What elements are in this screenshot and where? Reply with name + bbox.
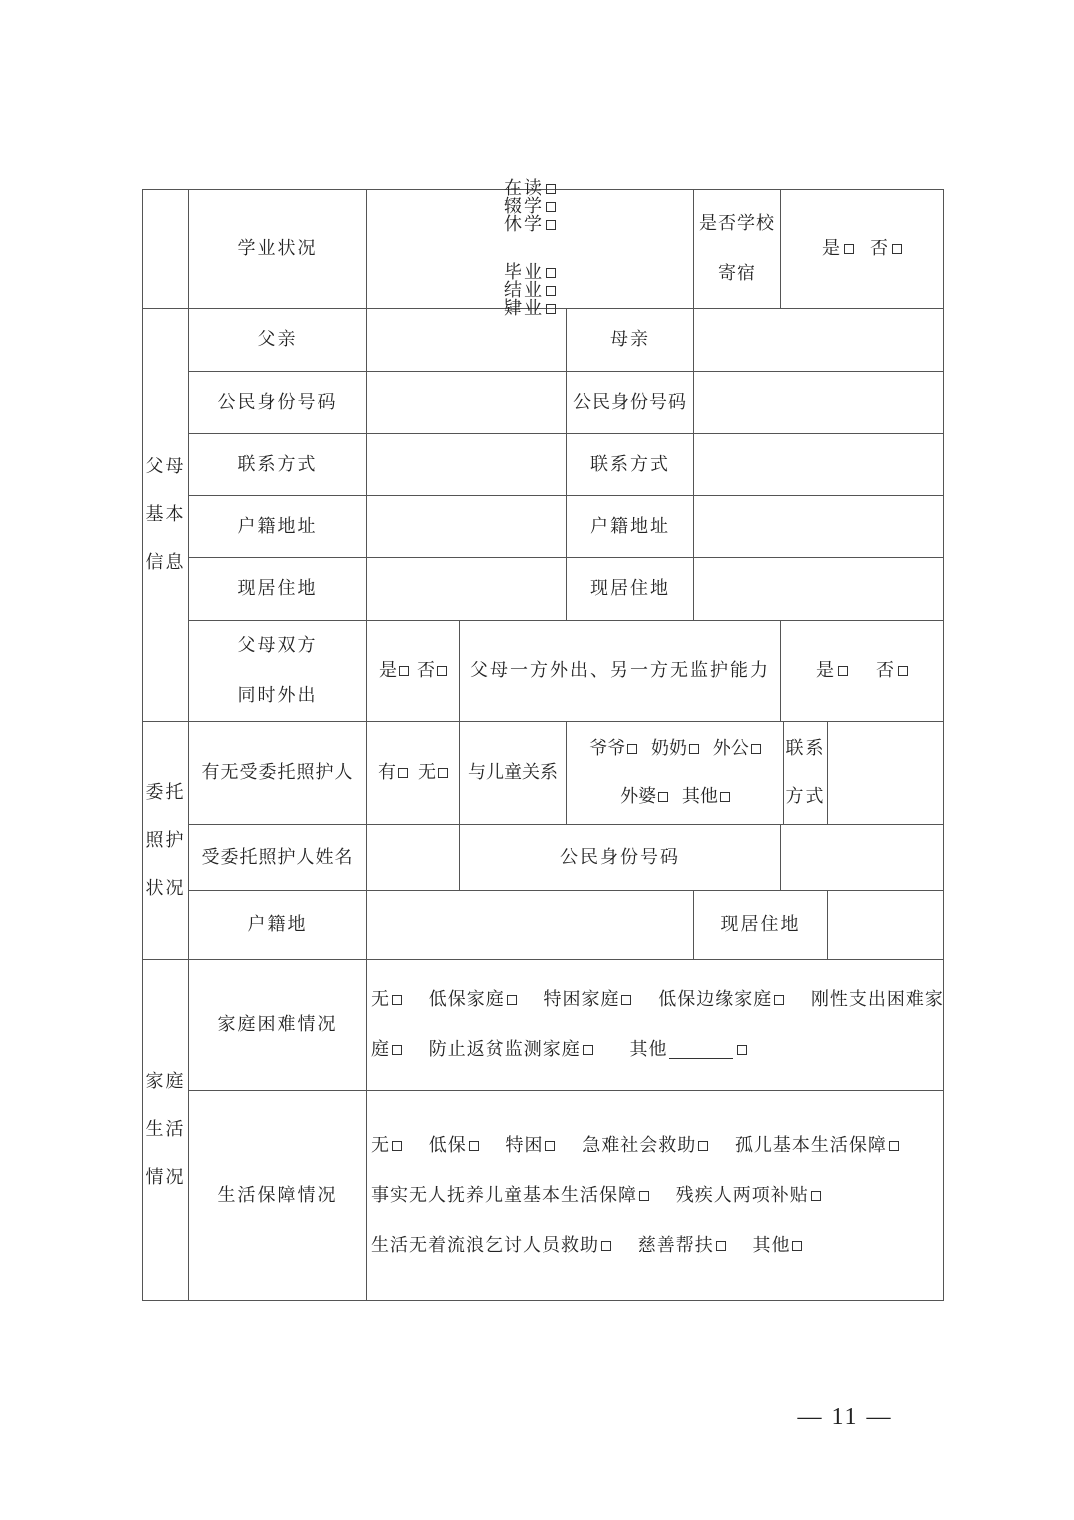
caregiver-contact-input[interactable]	[828, 722, 943, 824]
has-caregiver-options	[367, 722, 459, 824]
caregiver-yes-checkbox[interactable]: 有	[378, 764, 408, 782]
option-grandpa-paternal[interactable]: 爷爷	[589, 738, 637, 759]
option-suspended[interactable]: 休学	[504, 214, 556, 235]
section-family-line-1: 家庭	[145, 1071, 186, 1092]
option-emergency-assistance[interactable]: 急难社会救助	[582, 1135, 708, 1156]
boarding-label-line-2: 寄宿	[718, 263, 756, 284]
mother-input[interactable]	[694, 309, 943, 371]
security-line-3	[371, 1234, 802, 1256]
both-out-line-2: 同时外出	[237, 685, 318, 706]
option-graduated[interactable]: 毕业	[504, 262, 556, 283]
difficulty-line-1	[371, 991, 944, 1009]
option-anti-poverty-monitoring[interactable]: 防止返贫监测家庭	[429, 1039, 593, 1060]
study-options-row-1	[504, 180, 556, 234]
option-de-facto-unsupported-child[interactable]: 事实无人抚养儿童基本生活保障	[371, 1185, 649, 1206]
has-caregiver-label: 有无受委托照护人	[201, 762, 354, 783]
caregiver-hukou-label: 户籍地	[247, 914, 308, 935]
option-vagrant-assistance[interactable]: 生活无着流浪乞讨人员救助	[371, 1235, 611, 1256]
father-hukou-label: 户籍地址	[237, 515, 318, 537]
family-difficulty-label: 家庭困难情况	[217, 1014, 338, 1035]
mother-residence-input[interactable]	[694, 558, 943, 620]
caregiver-id-label: 公民身份号码	[560, 846, 680, 868]
option-disability-subsidies[interactable]: 残疾人两项补贴	[676, 1185, 821, 1206]
option-difficulty-other[interactable]: 其他	[629, 1039, 747, 1060]
father-id-input[interactable]	[367, 372, 566, 433]
option-marginal-low-income-family[interactable]: 低保边缘家庭	[658, 989, 784, 1010]
relation-options-row-1	[589, 740, 760, 758]
section-parents-line-2: 基本	[145, 504, 186, 525]
caregiver-no-checkbox[interactable]: 无	[418, 764, 448, 782]
form-table	[142, 178, 944, 1301]
option-other-relation[interactable]: 其他	[682, 786, 730, 807]
caregiver-name-input[interactable]	[367, 825, 459, 890]
caregiver-residence-label: 现居住地	[720, 914, 801, 935]
option-grandma-paternal[interactable]: 奶奶	[651, 738, 699, 759]
security-line-2	[371, 1184, 821, 1206]
caregiver-name-label: 受委托照护人姓名	[201, 846, 354, 868]
study-status-options	[367, 178, 693, 319]
relation-options-row-2	[620, 788, 730, 806]
option-in-school[interactable]: 在读	[504, 178, 556, 199]
caregiver-id-input[interactable]	[781, 825, 943, 890]
life-security-label: 生活保障情况	[217, 1184, 338, 1206]
both-out-line-1: 父母双方	[237, 635, 318, 656]
section-family-life	[143, 960, 188, 1300]
mother-id-label: 公民身份号码	[573, 391, 687, 413]
father-residence-input[interactable]	[367, 558, 566, 620]
mother-hukou-input[interactable]	[694, 496, 943, 557]
mother-contact-input[interactable]	[694, 434, 943, 495]
mother-contact-label: 联系方式	[590, 453, 670, 475]
boarding-options	[781, 190, 943, 308]
both-parents-out-label	[189, 621, 366, 721]
father-hukou-input[interactable]	[367, 496, 566, 557]
option-difficulty-none[interactable]: 无	[371, 989, 402, 1010]
life-security-options	[367, 1091, 943, 1300]
section-parents-line-3: 信息	[145, 552, 186, 573]
one-out-options	[781, 621, 943, 721]
mother-hukou-label: 户籍地址	[590, 515, 670, 537]
both-out-no-checkbox[interactable]: 否	[417, 662, 447, 680]
relation-label: 与儿童关系	[468, 762, 558, 783]
caregiver-contact-label	[784, 722, 827, 824]
family-difficulty-options	[367, 960, 943, 1090]
caregiver-contact-line-1: 联系	[785, 738, 826, 759]
father-id-label: 公民身份号码	[217, 391, 338, 413]
section-entrusted-line-2: 照护	[145, 829, 186, 851]
option-security-none[interactable]: 无	[371, 1135, 402, 1156]
rigid-expense-continued: 庭	[371, 1039, 390, 1060]
option-rigid-expense-family[interactable]: 刚性支出困难家	[810, 989, 944, 1010]
boarding-label-line-1: 是否学校	[699, 213, 775, 234]
page-number: — 11 —	[797, 1404, 893, 1430]
boarding-yes-checkbox[interactable]: 是	[822, 240, 854, 258]
option-incomplete[interactable]: 肄业	[504, 298, 556, 319]
option-orphan-security[interactable]: 孤儿基本生活保障	[735, 1135, 899, 1156]
section-entrusted-line-1: 委托	[145, 781, 186, 803]
father-residence-label: 现居住地	[237, 578, 318, 599]
father-input[interactable]	[367, 309, 566, 371]
option-low-income-family[interactable]: 低保家庭	[429, 989, 517, 1010]
father-contact-input[interactable]	[367, 434, 566, 495]
section-entrusted-line-3: 状况	[145, 877, 186, 899]
one-parent-out-label: 父母一方外出、另一方无监护能力	[470, 660, 770, 681]
caregiver-contact-line-2: 方式	[785, 786, 826, 807]
caregiver-residence-input[interactable]	[828, 891, 943, 959]
one-out-yes-checkbox[interactable]: 是	[816, 662, 848, 680]
section-parents-line-1: 父母	[145, 456, 186, 477]
one-out-no-checkbox[interactable]: 否	[876, 662, 908, 680]
father-label: 父亲	[257, 329, 298, 350]
study-status-label: 学业状况	[237, 238, 318, 259]
boarding-no-checkbox[interactable]: 否	[870, 240, 902, 258]
mother-id-input[interactable]	[694, 372, 943, 433]
difficulty-line-2	[371, 1041, 747, 1059]
mother-label: 母亲	[610, 329, 650, 350]
relation-options	[567, 722, 783, 824]
other-blank-line[interactable]	[669, 1042, 733, 1059]
option-grandma-maternal[interactable]: 外婆	[620, 786, 668, 807]
option-completed[interactable]: 结业	[504, 280, 556, 301]
option-grandpa-maternal[interactable]: 外公	[713, 738, 761, 759]
section-entrusted-care	[143, 722, 188, 959]
option-charity-support[interactable]: 慈善帮扶	[638, 1235, 726, 1256]
option-dropout[interactable]: 辍学	[504, 196, 556, 217]
mother-residence-label: 现居住地	[590, 578, 670, 599]
option-extreme-poverty[interactable]: 特困	[505, 1135, 555, 1156]
option-security-other[interactable]: 其他	[752, 1235, 802, 1256]
boarding-label	[694, 190, 780, 308]
section-family-line-3: 情况	[145, 1167, 186, 1188]
father-contact-label: 联系方式	[237, 453, 318, 475]
section-family-line-2: 生活	[145, 1119, 186, 1140]
caregiver-hukou-input[interactable]	[367, 891, 693, 959]
security-line-1	[371, 1134, 899, 1156]
section-parents-info	[143, 309, 188, 721]
option-low-income-subsidy[interactable]: 低保	[429, 1135, 479, 1156]
both-out-yes-checkbox[interactable]: 是	[379, 662, 409, 680]
option-extreme-poverty-family[interactable]: 特困家庭	[543, 989, 631, 1010]
both-out-options	[367, 621, 459, 721]
